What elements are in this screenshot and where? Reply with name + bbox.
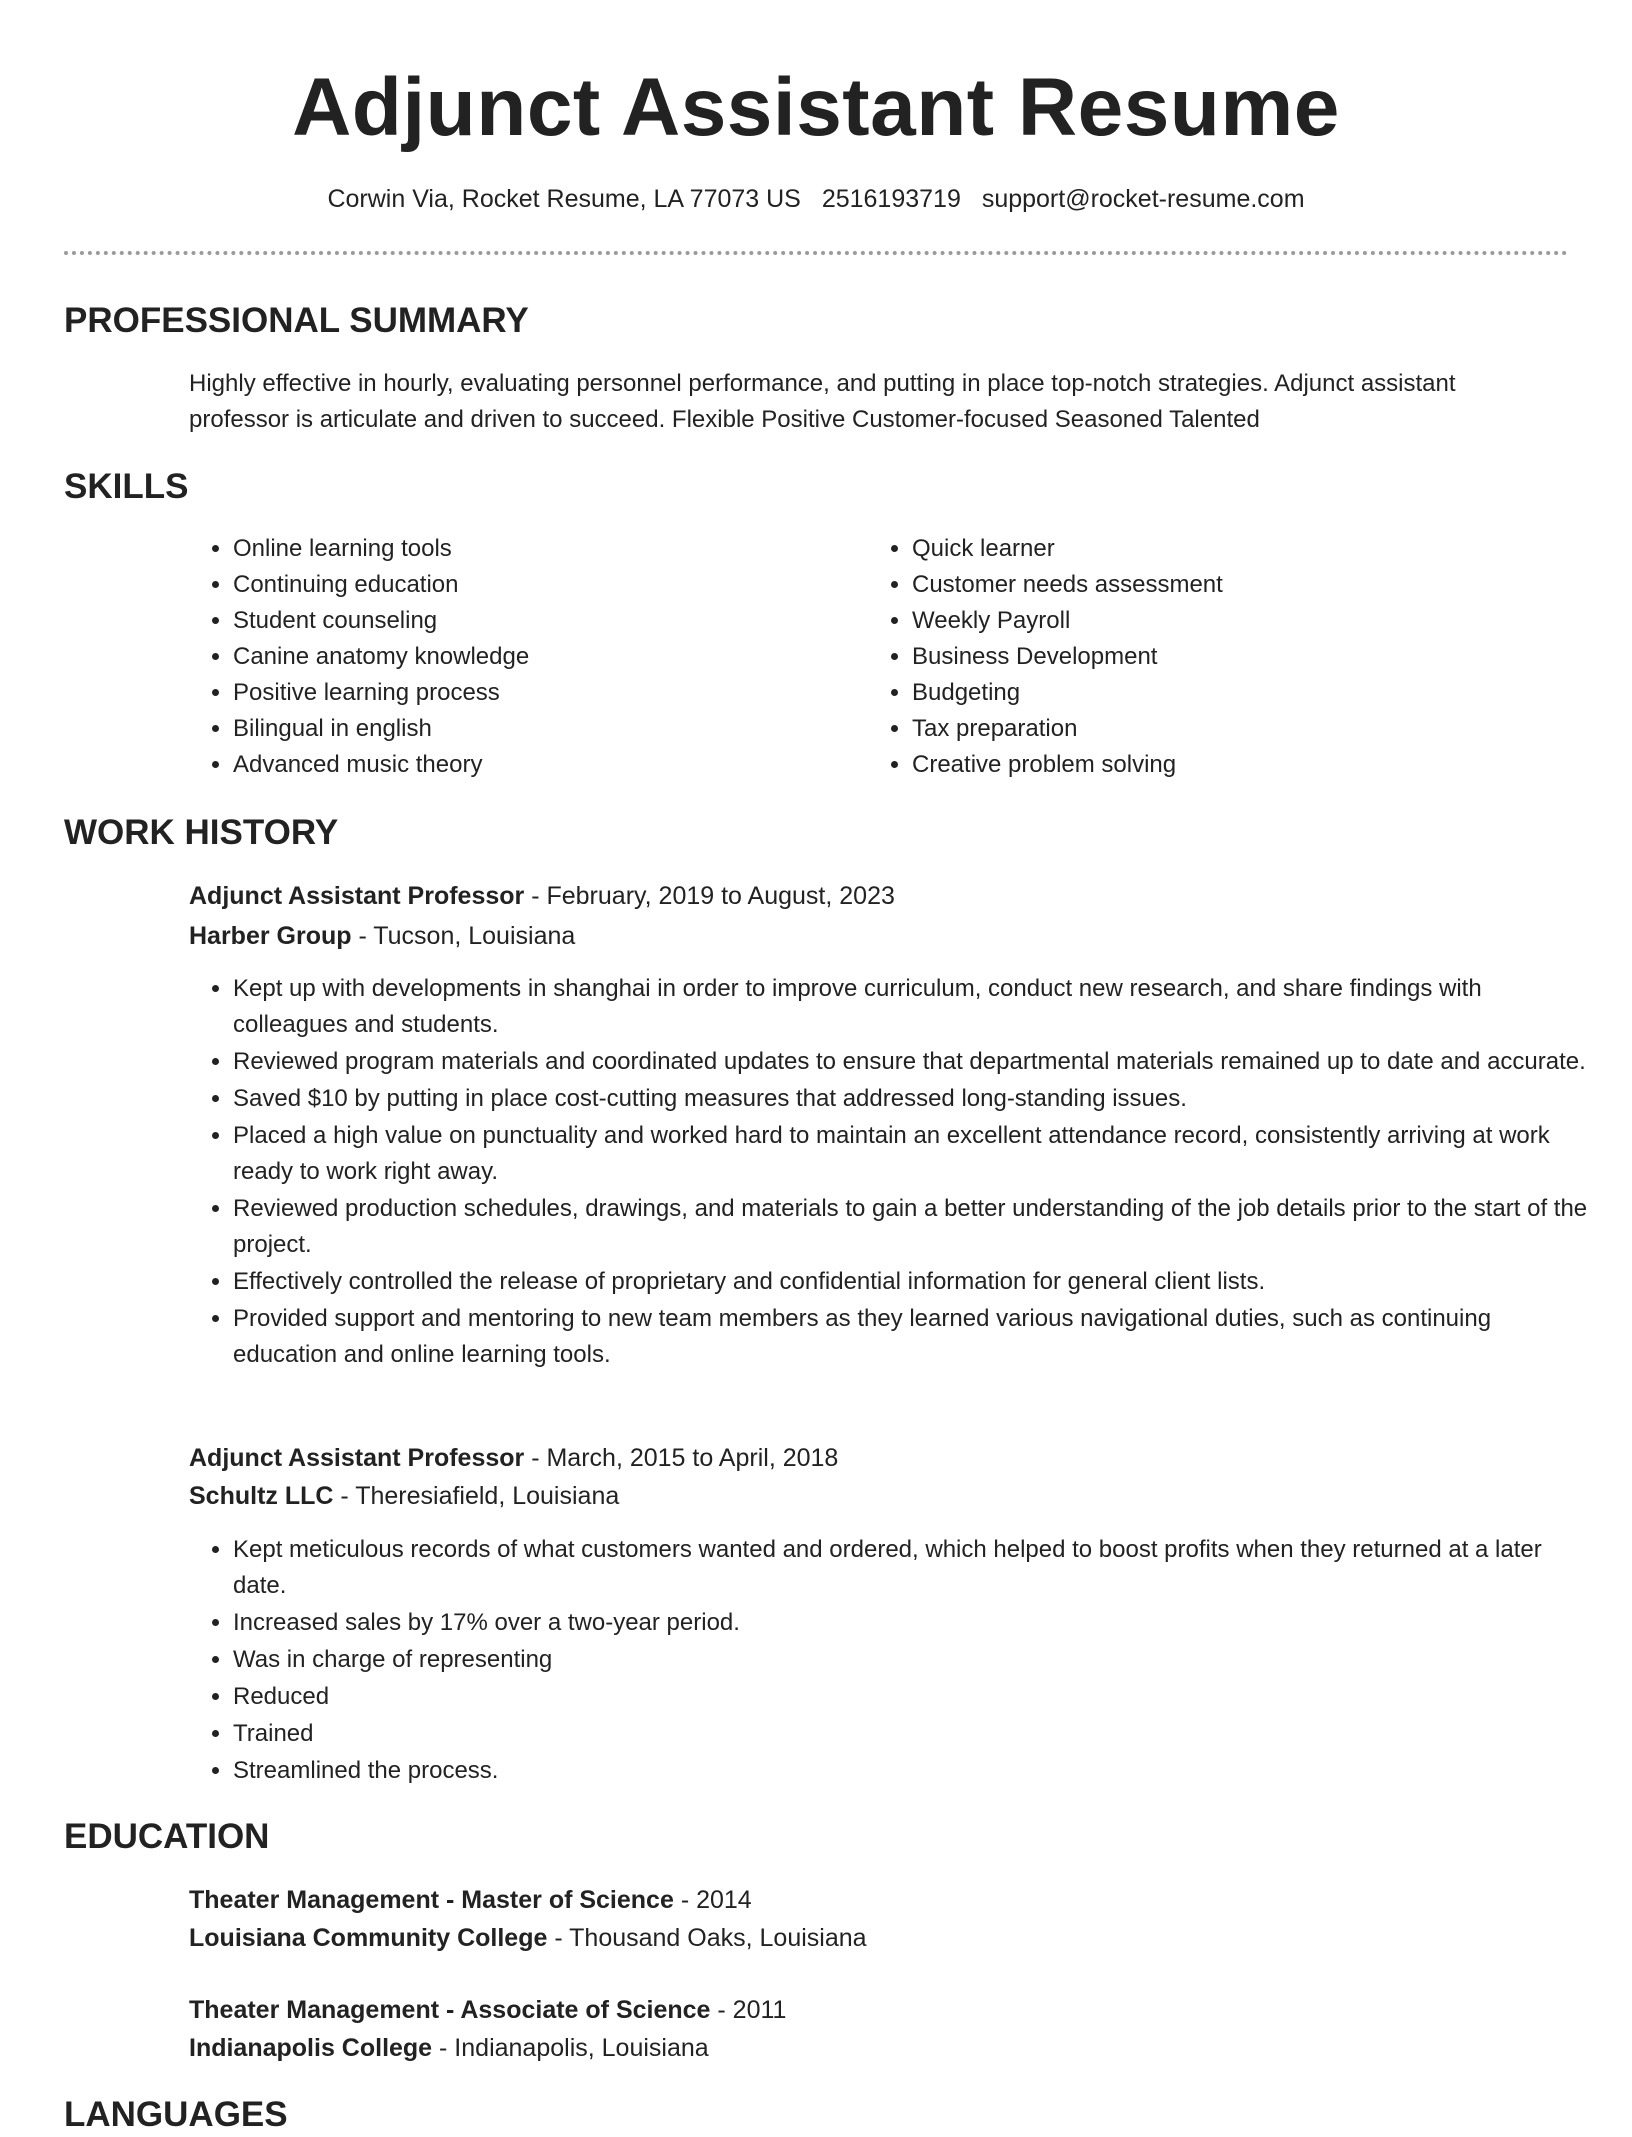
- contact-address: Corwin Via, Rocket Resume, LA 77073 US: [327, 185, 801, 213]
- skill-item: • Quick learner: [912, 531, 1512, 567]
- job-title-line: [189, 1440, 838, 1476]
- job-company-line: [189, 1478, 619, 1514]
- skill-item: • Customer needs assessment: [912, 567, 1512, 603]
- education-location: - Thousand Oaks, Louisiana: [547, 1924, 867, 1952]
- education-degree: Theater Management - Master of Science: [189, 1886, 674, 1914]
- skill-item: • Canine anatomy knowledge: [233, 639, 833, 675]
- summary-text: Highly effective in hourly, evaluating personnel performance, and putting in place top-notch strategies. Adjunct assistant professor is articulate and driven to succeed. Flexible Positive Customer-focused Seasoned Talented: [189, 370, 1456, 433]
- job-bullet: • Saved $10 by putting in place cost-cutting measures that addressed long-standing issues.: [233, 1081, 1593, 1117]
- skills-list-left: [189, 531, 833, 783]
- education-school-line: [189, 2030, 709, 2066]
- job-dates: - March, 2015 to April, 2018: [524, 1444, 839, 1472]
- skill-item: • Student counseling: [233, 603, 833, 639]
- skills-heading: SKILLS: [64, 467, 189, 506]
- skill-item: • Business Development: [912, 639, 1512, 675]
- job-bullet: • Effectively controlled the release of proprietary and confidential information for general client lists.: [233, 1264, 1593, 1300]
- education-degree-line: [189, 1992, 786, 2028]
- job-location: - Tucson, Louisiana: [351, 922, 576, 950]
- education-school: Louisiana Community College: [189, 1924, 548, 1952]
- skill-item: • Positive learning process: [233, 675, 833, 711]
- skill-item: • Bilingual in english: [233, 711, 833, 747]
- languages-heading: LANGUAGES: [64, 2095, 288, 2134]
- job-bullet: • Placed a high value on punctuality and worked hard to maintain an excellent attendance record, consistently arriving at work ready to work right away.: [233, 1118, 1593, 1190]
- job-location: - Theresiafield, Louisiana: [333, 1482, 620, 1510]
- skill-item: • Continuing education: [233, 567, 833, 603]
- summary-heading: PROFESSIONAL SUMMARY: [64, 301, 529, 340]
- education-year: - 2011: [710, 1996, 787, 2024]
- resume-title: Adjunct Assistant Resume: [292, 62, 1340, 153]
- job-bullet: • Reduced: [233, 1679, 1593, 1715]
- job-bullet: • Increased sales by 17% over a two-year period.: [233, 1605, 1593, 1641]
- skill-item: • Online learning tools: [233, 531, 833, 567]
- contact-line: [0, 182, 1632, 216]
- job-bullet: • Streamlined the process.: [233, 1753, 1593, 1789]
- job-bullet: • Trained: [233, 1716, 1593, 1752]
- job-company: Harber Group: [189, 922, 352, 950]
- work-heading: WORK HISTORY: [64, 813, 339, 852]
- job-bullet: • Reviewed production schedules, drawings, and materials to gain a better understanding of the job details prior to the start of the project.: [233, 1191, 1593, 1263]
- job-bullets: [189, 1532, 1593, 1790]
- skill-item: • Budgeting: [912, 675, 1512, 711]
- job-bullet: • Was in charge of representing: [233, 1642, 1593, 1678]
- job-bullet: • Reviewed program materials and coordinated updates to ensure that departmental materials remained up to date and accurate.: [233, 1044, 1593, 1080]
- header-divider: [64, 251, 1568, 255]
- education-degree-line: [189, 1882, 752, 1918]
- job-title: Adjunct Assistant Professor: [189, 882, 525, 910]
- job-dates: - February, 2019 to August, 2023: [524, 882, 895, 910]
- job-bullets: [189, 971, 1593, 1374]
- contact-phone: 2516193719: [821, 185, 961, 213]
- job-bullet: • Kept meticulous records of what customers wanted and ordered, which helped to boost profits when they returned at a later date.: [233, 1532, 1593, 1604]
- job-title-line: [189, 878, 895, 914]
- skill-item: • Weekly Payroll: [912, 603, 1512, 639]
- contact-email: support@rocket-resume.com: [981, 185, 1305, 213]
- education-school: Indianapolis College: [189, 2034, 433, 2062]
- skill-item: • Creative problem solving: [912, 747, 1512, 783]
- education-location: - Indianapolis, Louisiana: [432, 2034, 709, 2062]
- job-company: Schultz LLC: [189, 1482, 334, 1510]
- education-heading: EDUCATION: [64, 1817, 270, 1856]
- skills-list-right: [868, 531, 1512, 783]
- education-school-line: [189, 1920, 867, 1956]
- job-bullet: • Kept up with developments in shanghai in order to improve curriculum, conduct new research, and share findings with colleagues and students.: [233, 971, 1593, 1043]
- skill-item: • Tax preparation: [912, 711, 1512, 747]
- job-bullet: • Provided support and mentoring to new team members as they learned various navigational duties, such as continuing education and online learning tools.: [233, 1301, 1593, 1373]
- job-title: Adjunct Assistant Professor: [189, 1444, 525, 1472]
- job-company-line: [189, 918, 575, 954]
- education-degree: Theater Management - Associate of Science: [189, 1996, 711, 2024]
- skill-item: • Advanced music theory: [233, 747, 833, 783]
- education-year: - 2014: [673, 1886, 752, 1914]
